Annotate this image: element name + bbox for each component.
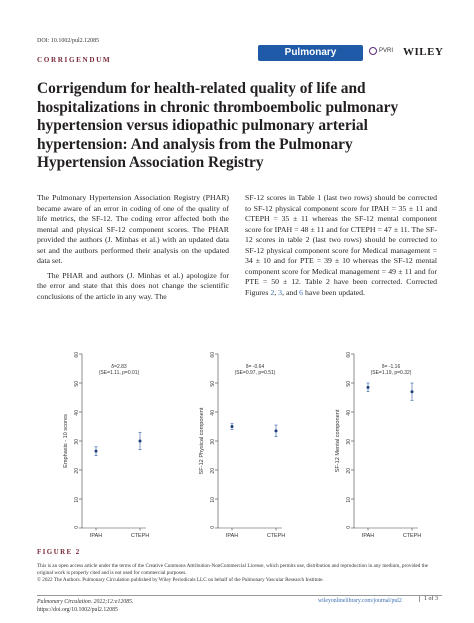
y-tick-label: 40 bbox=[346, 410, 352, 416]
y-tick-label: 40 bbox=[210, 410, 216, 416]
footer-divider bbox=[37, 595, 442, 596]
y-tick-label: 30 bbox=[210, 439, 216, 445]
y-tick-label: 60 bbox=[210, 352, 216, 358]
y-tick-label: 0 bbox=[74, 526, 80, 529]
x-tick-label: CTEPH bbox=[402, 533, 422, 539]
y-tick-label: 50 bbox=[346, 381, 352, 387]
y-tick-label: 60 bbox=[346, 352, 352, 358]
x-tick-label: IPAH bbox=[89, 533, 103, 539]
footer-citation bbox=[37, 598, 133, 614]
y-tick-label: 30 bbox=[74, 439, 80, 445]
annotation-effect: δ= -1.16 bbox=[381, 364, 401, 370]
y-tick-label: 40 bbox=[74, 410, 80, 416]
data-point bbox=[139, 440, 142, 443]
chart-panel-1 bbox=[63, 352, 149, 539]
chart-panel-2 bbox=[199, 352, 285, 539]
x-tick-label: CTEPH bbox=[130, 533, 150, 539]
x-tick-label: CTEPH bbox=[266, 533, 286, 539]
separator-text: , and bbox=[282, 287, 300, 297]
y-axis-label: SF-12 Mental component bbox=[335, 409, 341, 473]
annotation-effect: δ=2.83 bbox=[111, 364, 127, 370]
society-name: PVRI bbox=[379, 48, 394, 54]
article-doi: DOI: 10.1002/pul2.12085 bbox=[37, 38, 100, 44]
data-point bbox=[95, 450, 98, 453]
data-point bbox=[231, 425, 234, 428]
separator-text: , bbox=[274, 287, 279, 297]
data-point bbox=[275, 429, 278, 432]
data-point bbox=[411, 390, 414, 393]
x-tick-label: IPAH bbox=[361, 533, 375, 539]
chart-panel-3 bbox=[335, 352, 421, 539]
y-axis-label: Emphasis - 10 scores bbox=[63, 414, 69, 468]
y-tick-label: 30 bbox=[346, 439, 352, 445]
figure-2-charts bbox=[30, 340, 440, 545]
y-tick-label: 10 bbox=[74, 497, 80, 503]
license-text: This is an open access article under the terms of the Creative Commons Attribution-NonCommercial License, which permits use, distribution and reproduction in any medium, provided the original work is properly cited and is not used for commercial purposes. bbox=[37, 563, 428, 576]
license-notice bbox=[37, 563, 442, 584]
annotation-effect: δ= -0.64 bbox=[245, 364, 265, 370]
y-axis-label: SF-12 Physical component bbox=[199, 407, 205, 475]
paragraph: The PHAR and authors (J. Minhas et al.) apologize for the error and state that this does not change the scientific conclusions of the article in any way. The bbox=[37, 270, 229, 301]
body-column-left bbox=[37, 193, 229, 306]
pvri-icon bbox=[369, 47, 377, 55]
annotation-stats: (SE=1.19, p=0.32) bbox=[370, 370, 412, 376]
body-column-right bbox=[245, 193, 437, 302]
figure-link-3[interactable]: 3 bbox=[278, 287, 283, 297]
annotation-stats: (SE=0.97, p=0.51) bbox=[234, 370, 276, 376]
y-tick-label: 0 bbox=[346, 526, 352, 529]
copyright-text: © 2022 The Authors. Pulmonary Circulation published by Wiley Periodicals LLC on behalf of the Pulmonary Vascular Research Institute. bbox=[37, 577, 324, 583]
publisher-logo: WILEY bbox=[403, 46, 444, 58]
section-label: CORRIGENDUM bbox=[37, 56, 112, 64]
y-tick-label: 50 bbox=[74, 381, 80, 387]
figure-label: FIGURE 2 bbox=[37, 548, 81, 556]
paragraph: The Pulmonary Hypertension Association Registry (PHAR) became aware of an error in coding of one of the quality of life metrics, the SF-12. The coding error affected both the mental and physical SF-12 component scores. The PHAR provided the authors (J. Minhas et al.) with an updated data set and the authors performed their analysis on the updated data set. bbox=[37, 193, 229, 265]
article-title: Corrigendum for health-related quality of life and hospitalizations in chronic thromboembolic pulmonary hypertension versus idiopathic pulmonary arterial hypertension: And analysis from the Pulmonary Hypertension Association Registry bbox=[37, 80, 399, 171]
y-tick-label: 50 bbox=[210, 381, 216, 387]
society-logo bbox=[369, 47, 393, 55]
paragraph-text: SF-12 scores in Table 1 (last two rows) should be corrected to SF-12 physical component score for IPAH = 35 ± 11 and CTEPH = 35 ± 11 whereas the SF-12 mental component score for IPAH = 48 ± 11 and for CTEPH = 47 ± 11. The SF-12 scores in table 2 (last two rows) should be corrected to SF-12 physical component score for Medical management = 34 ± 10 and for PTE = 39 ± 10 whereas the SF-12 mental component score for Medical management = 49 ± 11 and for PTE = 50 ± 12. Table 2 have been corrected. Corrected Figures bbox=[245, 193, 437, 297]
figure-link-2[interactable]: 2 bbox=[270, 287, 275, 297]
y-tick-label: 10 bbox=[210, 497, 216, 503]
figure-link-6[interactable]: 6 bbox=[299, 287, 304, 297]
y-tick-label: 20 bbox=[74, 468, 80, 474]
annotation-stats: (SE=1.11, p=0.01) bbox=[98, 370, 140, 376]
y-tick-label: 20 bbox=[346, 468, 352, 474]
y-tick-label: 10 bbox=[346, 497, 352, 503]
paragraph-text: have been updated. bbox=[303, 287, 365, 297]
data-point bbox=[367, 386, 370, 389]
y-tick-label: 20 bbox=[210, 468, 216, 474]
x-tick-label: IPAH bbox=[225, 533, 239, 539]
doi-link[interactable]: https://doi.org/10.1002/pul2.12085 bbox=[37, 607, 118, 613]
page-number: 1 of 3 bbox=[419, 596, 438, 602]
y-tick-label: 0 bbox=[210, 526, 216, 529]
paragraph bbox=[245, 193, 437, 298]
y-tick-label: 60 bbox=[74, 352, 80, 358]
citation-text: Pulmonary Circulation. 2022;12:e12085. bbox=[37, 599, 134, 605]
journal-link[interactable]: wileyonlinelibrary.com/journal/pul2 bbox=[318, 598, 402, 604]
journal-brand-logo: Pulmonary Circulation bbox=[258, 45, 363, 61]
